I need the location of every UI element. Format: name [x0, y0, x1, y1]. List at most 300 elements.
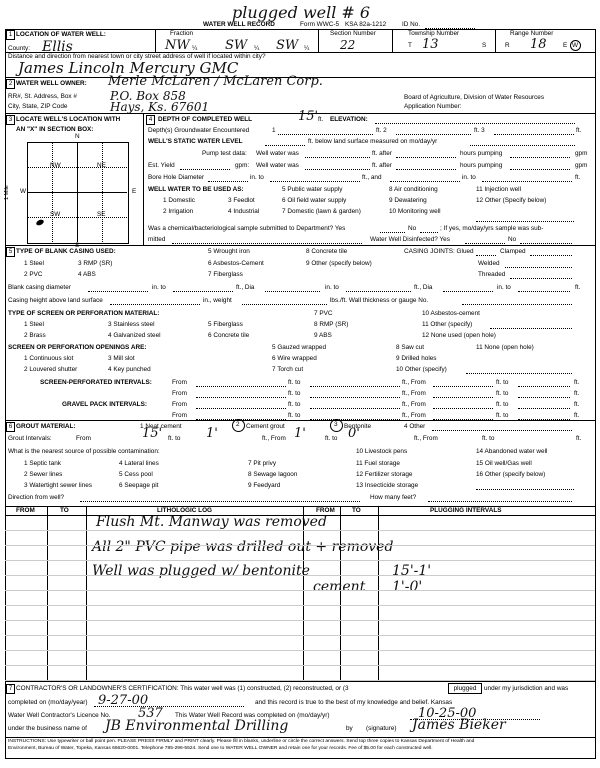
grout-from-label: From	[76, 435, 91, 442]
section-3-number-box: 3	[6, 115, 15, 125]
interval-label: ft., From	[402, 412, 426, 419]
water-use-label: WELL WATER TO BE USED AS:	[148, 186, 244, 193]
gravel-pack-label: GRAVEL PACK INTERVALS:	[62, 401, 147, 408]
source-fertilizer[interactable]: 12 Fertilizer storage	[356, 471, 413, 478]
source-fuel[interactable]: 11 Fuel storage	[356, 460, 400, 467]
mile-label: 1 Mile	[4, 185, 10, 200]
est-well-water-label: Well water was	[256, 162, 299, 169]
source-septic[interactable]: 1 Septic tank	[24, 460, 61, 467]
use-injection[interactable]: 11 Injection well	[476, 186, 521, 193]
use-public[interactable]: 5 Public water supply	[282, 186, 343, 193]
wall-thickness-field[interactable]	[462, 304, 572, 305]
interval-label: ft., From	[402, 379, 426, 386]
gw-1-field[interactable]	[278, 134, 373, 135]
interval-label: ft.	[574, 390, 580, 397]
interval-label: ft. to	[496, 390, 509, 397]
source-other[interactable]: 16 Other (specify below)	[476, 471, 546, 478]
source-sewer[interactable]: 2 Sewer lines	[24, 471, 63, 478]
interval-label: ft. to	[288, 379, 301, 386]
pump-ft-field[interactable]	[305, 157, 370, 158]
log-from-header: FROM	[16, 507, 35, 514]
casing-concrete-tile[interactable]: 8 Concrete tile	[306, 248, 348, 255]
blank-in-to-3: in. to	[497, 284, 511, 291]
casing-asbestos[interactable]: 6 Asbestos-Cement	[208, 260, 264, 267]
interval-label: ft. to	[288, 390, 301, 397]
use-other-field[interactable]	[476, 221, 574, 222]
screen-pvc[interactable]: 7 PVC	[314, 310, 333, 317]
log-from2-header: FROM	[316, 507, 335, 514]
use-oil-field[interactable]: 6 Oil field water supply	[282, 197, 347, 204]
est-ft-field[interactable]	[305, 169, 370, 170]
source-cess-pool[interactable]: 5 Cess pool	[119, 471, 153, 478]
source-oil-gas[interactable]: 15 Oil well/Gas well	[476, 460, 532, 467]
bore-dia2-field[interactable]	[390, 181, 460, 182]
section-3-title: LOCATE WELL'S LOCATION WITH	[16, 116, 121, 123]
disinfected-yes-field[interactable]	[465, 243, 505, 244]
gw-2-label: ft. 2	[376, 127, 387, 134]
range-e: E	[563, 42, 568, 49]
grout-from1-value[interactable]: 15'	[142, 426, 163, 441]
interval-field[interactable]	[518, 386, 570, 387]
log-line-4[interactable]: cement	[313, 579, 366, 595]
chem-no-field[interactable]	[420, 232, 438, 233]
west-label: W	[20, 188, 27, 195]
source-abandoned[interactable]: 14 Abandoned water well	[476, 448, 548, 455]
casing-wrought-iron[interactable]: 5 Wrought iron	[208, 248, 250, 255]
signature-label: (signature)	[366, 725, 397, 732]
casing-joints-threaded[interactable]: Threaded	[478, 271, 506, 278]
casing-height-label: Casing height above land surface	[8, 297, 103, 304]
interval-field[interactable]	[196, 386, 286, 387]
opening-drilled[interactable]: 9 Drilled holes	[396, 355, 437, 362]
source-pit-privy[interactable]: 7 Pit privy	[248, 460, 277, 467]
range-label: Range Number	[510, 30, 554, 37]
blank-dia3-field[interactable]	[443, 291, 493, 292]
log-row-line	[5, 590, 595, 591]
record-completed-date[interactable]: 10-25-00	[418, 706, 477, 721]
section-2-title: WATER WELL OWNER:	[16, 80, 87, 87]
south-label: S	[75, 242, 80, 249]
section-2-number-box: 2	[6, 79, 15, 89]
log-row-line	[5, 665, 595, 666]
threaded-field[interactable]	[510, 278, 572, 279]
bore-in-to-2: in. to	[462, 174, 476, 181]
city-label: City, State, ZIP Code	[8, 103, 68, 110]
casing-weight-label: in., weight	[203, 297, 232, 304]
interval-label: ft. to	[496, 379, 509, 386]
casing-title: TYPE OF BLANK CASING USED:	[16, 248, 116, 255]
log-line-3-interval[interactable]: 15'-1'	[392, 563, 432, 579]
distance-value[interactable]: James Lincoln Mercury GMC	[18, 59, 239, 77]
est-after: ft. after	[372, 162, 392, 169]
grout-ft-from-2: ft., From	[414, 435, 438, 442]
section-1-number-box: 1	[6, 30, 15, 40]
bore-to-field[interactable]	[270, 181, 360, 182]
opening-wire[interactable]: 6 Wire wrapped	[272, 355, 317, 362]
log-line-4-interval[interactable]: 1'-0'	[392, 579, 423, 595]
log-to-header: TO	[60, 507, 69, 514]
source-lagoon[interactable]: 8 Sewage lagoon	[248, 471, 298, 478]
opening-saw-cut[interactable]: 8 Saw cut	[396, 344, 425, 351]
screen-other-field[interactable]	[490, 328, 572, 329]
section-4-number-box: 4	[146, 115, 155, 125]
certification-text: CONTRACTOR'S OR LANDOWNER'S CERTIFICATION: This water well was (1) constructed, (2) reconstructed, or (3	[16, 685, 349, 692]
est-hours-field[interactable]	[396, 169, 456, 170]
quarter-mark-3: ¼	[304, 45, 310, 52]
pump-test-label: Pump test data:	[202, 150, 247, 157]
depth-value[interactable]: 15'	[298, 109, 319, 124]
use-monitoring[interactable]: 10 Monitoring well	[389, 208, 441, 215]
static-date-field[interactable]	[470, 145, 575, 146]
plugged-box[interactable]: plugged	[448, 683, 482, 694]
source-seepage[interactable]: 6 Seepage pit	[119, 482, 159, 489]
wall-thickness-label: lbs./ft. Wall thickness or gauge No.	[330, 297, 429, 304]
grout-ft-to-3: ft. to	[482, 435, 495, 442]
instructions-line-2: Environment, Bureau of Water, Topeka, Kansas 66620-0001. Telephone 785-296-5524. Send one to WATER WELL OWNER and retain one for your records. Fee of $5.00 for each constructed well.	[8, 746, 433, 751]
depth-label: DEPTH OF COMPLETED WELL	[158, 116, 253, 123]
pump-hours: hours pumping	[460, 150, 503, 157]
log-row-line	[5, 620, 595, 621]
screen-galvanized[interactable]: 4 Galvanized steel	[108, 332, 161, 339]
log-row-line	[5, 530, 595, 531]
grout-ft-to: ft. to	[168, 435, 181, 442]
owner-value[interactable]: Merle McLaren / McLaren Corp.	[108, 74, 323, 89]
gw-3-label: ft. 3	[474, 127, 485, 134]
certification-text-c: and this record is true to the best of my knowledge and belief. Kansas	[255, 699, 453, 706]
screen-asbestos[interactable]: 10 Asbestos-cement	[422, 310, 480, 317]
id-no-field[interactable]	[425, 28, 475, 29]
business-name-label: under the business name of	[8, 725, 87, 732]
north-label: N	[75, 133, 80, 140]
fraction-label: Fraction	[170, 30, 194, 37]
log-line-2[interactable]: All 2" PVC pipe was drilled out + removed	[92, 539, 394, 555]
rr-label: RR#, St. Address, Box #	[8, 93, 77, 100]
use-feedlot[interactable]: 3 Feedlot	[228, 197, 255, 204]
source-feedyard[interactable]: 9 Feedyard	[248, 482, 281, 489]
clamped-field[interactable]	[530, 255, 572, 256]
range-w: W	[572, 42, 579, 49]
openings-title: SCREEN OR PERFORATION OPENINGS ARE:	[8, 344, 147, 351]
static-level-field[interactable]	[265, 145, 305, 146]
grout-cement[interactable]: Cement grout	[246, 423, 285, 430]
log-line-3[interactable]: Well was plugged w/ bentonite	[92, 563, 310, 579]
blank-ft-dia-2: ft., Dia	[414, 284, 433, 291]
use-air-conditioning[interactable]: 8 Air conditioning	[389, 186, 438, 193]
interval-field[interactable]	[196, 397, 286, 398]
screen-rmp[interactable]: 8 RMP (SR)	[314, 321, 349, 328]
log-row-line	[5, 545, 595, 546]
interval-label: From	[172, 412, 187, 419]
city-value[interactable]: Hays, Ks. 67601	[110, 100, 210, 114]
form-title: WATER WELL RECORD	[203, 21, 275, 28]
interval-label: ft., From	[402, 401, 426, 408]
use-dewatering[interactable]: 9 Dewatering	[389, 197, 427, 204]
township-s: S	[482, 42, 487, 49]
section-6-number-box: 6	[6, 422, 15, 432]
use-lawn-garden[interactable]: 7 Domestic (lawn & garden)	[282, 208, 361, 215]
grout-title: GROUT MATERIAL:	[16, 423, 76, 430]
welded-field[interactable]	[505, 267, 572, 268]
interval-field[interactable]	[518, 397, 570, 398]
est-yield-label: Est. Yield	[148, 162, 175, 169]
casing-abs[interactable]: 4 ABS	[78, 271, 96, 278]
disinfected-question: Water Well Disinfected? Yes	[370, 236, 450, 243]
opening-mill-slot[interactable]: 3 Mill slot	[108, 355, 135, 362]
elevation-field[interactable]	[375, 123, 575, 124]
use-domestic[interactable]: 1 Domestic	[163, 197, 195, 204]
lithologic-log-header: LITHOLOGIC LOG	[157, 507, 213, 514]
source-livestock[interactable]: 10 Livestock pens	[356, 448, 408, 455]
how-many-feet-label: How many feet?	[370, 494, 417, 501]
gw-ft: ft.	[576, 127, 582, 134]
instructions-line-1: INSTRUCTIONS: Use typewriter or ball point pen. PLEASE PRESS FIRMLY and PRINT clearly. Please fill in blanks, underline or circle the correct answers. Send top three copies to Kansas Department of Health and	[8, 739, 475, 744]
bore-dia-field[interactable]	[208, 181, 248, 182]
log-line-1[interactable]: Flush Mt. Manway was removed	[96, 514, 327, 530]
disinfected-no[interactable]: No	[508, 236, 517, 243]
casing-steel[interactable]: 1 Steel	[24, 260, 44, 267]
township-t: T	[408, 42, 412, 49]
log-row-line	[5, 560, 595, 561]
id-no-label: ID No.	[402, 21, 421, 28]
signature-value[interactable]: James Bieker	[412, 717, 506, 733]
nw-quadrant-label: NW	[50, 162, 61, 169]
casing-fiberglass[interactable]: 7 Fiberglass	[208, 271, 243, 278]
quarter-mark-1: ¼	[192, 45, 198, 52]
blank-to3-field[interactable]	[518, 291, 570, 292]
screen-abs[interactable]: 9 ABS	[314, 332, 332, 339]
form-number: Form WWC-5	[300, 21, 340, 28]
application-label: Application Number:	[404, 103, 462, 110]
interval-label: From	[172, 379, 187, 386]
interval-field[interactable]	[433, 397, 493, 398]
bore-ft: ft.	[575, 174, 581, 181]
static-level-rest: ft. below land surface measured on mo/day/yr	[308, 138, 438, 145]
section-5-number-box: 5	[6, 247, 15, 257]
section-location-box[interactable]	[27, 142, 129, 244]
interval-label: ft.	[574, 401, 580, 408]
blank-ft: ft.	[575, 284, 581, 291]
interval-label: ft.	[574, 412, 580, 419]
fraction-2[interactable]: SW	[225, 38, 248, 53]
casing-joints-glued[interactable]: CASING JOINTS: Glued	[404, 248, 474, 255]
east-label: E	[132, 188, 137, 195]
blank-to2-field[interactable]	[346, 291, 411, 292]
gw-3-field[interactable]	[494, 134, 574, 135]
groundwater-label: Depth(s) Groundwater Encountered	[148, 127, 250, 134]
section-3-subtitle: AN "X" IN SECTION BOX:	[16, 126, 94, 133]
est-yield-field[interactable]	[180, 169, 230, 170]
interval-field[interactable]	[433, 386, 493, 387]
license-label: Water Well Contractor's Licence No.	[8, 712, 111, 719]
screen-material-title: TYPE OF SCREEN OR PERFORATION MATERIAL:	[8, 310, 160, 317]
interval-label: ft., From	[402, 390, 426, 397]
blank-dia2-field[interactable]	[265, 291, 320, 292]
grout-neat-cement[interactable]: 1 Neat cement	[140, 423, 182, 430]
grout-other[interactable]: 4 Other	[404, 423, 426, 430]
how-many-feet-field[interactable]	[428, 501, 572, 502]
log-to2-header: TO	[352, 507, 361, 514]
opening-key-punched[interactable]: 4 Key punched	[108, 366, 151, 373]
completed-date-line	[94, 706, 244, 707]
opening-torch[interactable]: 7 Torch cut	[272, 366, 304, 373]
county-label: County:	[8, 45, 31, 52]
interval-field[interactable]	[310, 408, 400, 409]
blank-to-field[interactable]	[173, 291, 233, 292]
source-lateral[interactable]: 4 Lateral lines	[119, 460, 159, 467]
chem-yes-field[interactable]	[380, 232, 405, 233]
chem-no[interactable]: No	[408, 225, 417, 232]
quarter-mark-2: ¼	[254, 45, 260, 52]
range-value[interactable]: 18	[530, 37, 547, 52]
use-industrial[interactable]: 4 Industrial	[228, 208, 260, 215]
casing-rmp[interactable]: 3 RMP (SR)	[78, 260, 113, 267]
grout-ft-end: ft.	[576, 435, 582, 442]
est-yield-gpm: gpm:	[235, 162, 250, 169]
est-gpm: gpm	[575, 162, 588, 169]
interval-label: ft. to	[288, 412, 301, 419]
bore-to2-field[interactable]	[482, 181, 572, 182]
grout-ft-to-2: ft. to	[325, 435, 338, 442]
disinfected-no-field[interactable]	[520, 243, 572, 244]
casing-height-field[interactable]	[110, 304, 200, 305]
ne-quadrant-label: NE	[97, 162, 106, 169]
blank-in-to: in. to	[152, 284, 166, 291]
pump-gpm-field[interactable]	[510, 157, 570, 158]
grout-intervals-label: Grout Intervals:	[8, 435, 52, 442]
section-7-number-box: 7	[6, 684, 15, 694]
township-label: Township Number	[408, 30, 460, 37]
grout-ft-from: ft., From	[262, 435, 286, 442]
interval-label: ft. to	[496, 401, 509, 408]
source-insecticide[interactable]: 13 Insecticide storage	[356, 482, 419, 489]
casing-joints-clamped[interactable]: Clamped	[500, 248, 526, 255]
casing-weight-field[interactable]	[242, 304, 327, 305]
log-row-line	[5, 575, 595, 576]
depth-ft: ft.	[318, 116, 324, 123]
gw-1-label: 1	[272, 127, 276, 134]
pump-gpm: gpm	[575, 150, 588, 157]
contamination-question: What is the nearest source of possible contamination:	[8, 448, 160, 455]
blank-dia-field[interactable]	[88, 291, 148, 292]
source-watertight[interactable]: 3 Watertight sewer lines	[24, 482, 92, 489]
county-value[interactable]: Ellis	[42, 39, 73, 55]
opening-louvered[interactable]: 2 Louvered shutter	[24, 366, 78, 373]
opening-other[interactable]: 10 Other (specify)	[396, 366, 447, 373]
by-label: by	[346, 725, 353, 732]
grout-3: 3	[334, 421, 338, 428]
screen-steel[interactable]: 1 Steel	[24, 321, 44, 328]
casing-pvc[interactable]: 2 PVC	[24, 271, 43, 278]
business-name-value[interactable]: JB Environmental Drilling	[105, 718, 289, 734]
fraction-3[interactable]: SW	[276, 38, 299, 53]
screen-perforated-label: SCREEN-PERFORATED INTERVALS:	[40, 379, 152, 386]
log-row-line	[5, 650, 595, 651]
board-label: Board of Agriculture, Division of Water Resources	[404, 94, 545, 101]
record-completed-label: This Water Well Record was completed on (mo/day/yr)	[175, 712, 330, 719]
pump-hours-field[interactable]	[396, 157, 456, 158]
grout-from2-value[interactable]: 1'	[294, 426, 306, 441]
est-gpm-field[interactable]	[510, 169, 570, 170]
log-row-line	[5, 635, 595, 636]
chem-date-field[interactable]	[172, 243, 362, 244]
grout-other-field[interactable]	[432, 430, 572, 431]
handwritten-title: plugged well # 6	[232, 3, 371, 22]
pump-well-water-label: Well water was	[256, 150, 299, 157]
screen-other[interactable]: 11 Other (specify)	[422, 321, 473, 328]
ksa-number: KSA 82a-1212	[345, 21, 387, 28]
license-value[interactable]: 537	[138, 706, 163, 721]
range-r: R	[505, 42, 510, 49]
interval-field[interactable]	[196, 408, 286, 409]
pump-after: ft. after	[372, 150, 392, 157]
direction-label: Direction from well?	[8, 494, 65, 501]
grout-2: 2	[236, 421, 240, 428]
section-number-label: Section Number	[330, 30, 376, 37]
blank-in-to-2: in. to	[325, 284, 339, 291]
casing-joints-welded[interactable]: Welded	[478, 260, 500, 267]
use-irrigation[interactable]: 2 Irrigation	[163, 208, 194, 215]
completed-on-label: completed on (mo/day/year)	[8, 699, 88, 706]
interval-label: From	[172, 401, 187, 408]
gw-2-field[interactable]	[396, 134, 471, 135]
rr-value[interactable]: P.O. Box 858	[110, 89, 186, 103]
grout-bentonite[interactable]: Bentonite	[344, 423, 372, 430]
static-level-label: WELL'S STATIC WATER LEVEL	[148, 138, 243, 145]
completed-date[interactable]: 9-27-00	[98, 693, 149, 708]
opening-gauzed[interactable]: 5 Gauzed wrapped	[272, 344, 327, 351]
opening-none[interactable]: 11 None (open hole)	[476, 344, 534, 351]
direction-field[interactable]	[80, 501, 360, 502]
blank-diameter-label: Blank casing diameter	[8, 284, 71, 291]
chem-if-yes: ; If yes, mo/day/yrs sample was sub-	[440, 225, 544, 232]
source-other-field[interactable]	[476, 489, 574, 490]
interval-label: ft. to	[496, 412, 509, 419]
certification-text-b: under my jurisdiction and was	[484, 685, 569, 692]
screen-fiberglass[interactable]: 5 Fiberglass	[208, 321, 243, 328]
interval-label: From	[172, 390, 187, 397]
bore-hole-label: Bore Hole Diameter	[148, 174, 205, 181]
opening-other-field[interactable]	[466, 373, 572, 374]
blank-ft-dia: ft., Dia	[236, 284, 255, 291]
screen-none[interactable]: 12 None used (open hole)	[422, 332, 496, 339]
interval-field[interactable]	[433, 408, 493, 409]
interval-label: ft.	[574, 379, 580, 386]
township-value[interactable]: 13	[422, 37, 439, 52]
use-other[interactable]: 12 Other (Specify below)	[476, 197, 547, 204]
interval-label: ft. to	[288, 401, 301, 408]
chem-mitted: mitted	[148, 236, 166, 243]
bore-in-to: in. to	[250, 174, 264, 181]
plugging-intervals-header: PLUGGING INTERVALS	[430, 507, 502, 514]
grout-to2-value[interactable]: 0'	[348, 426, 360, 441]
fraction-1[interactable]: NW	[165, 38, 190, 53]
interval-field[interactable]	[310, 386, 400, 387]
section-number-value[interactable]: 22	[340, 38, 356, 52]
screen-brass[interactable]: 2 Brass	[24, 332, 46, 339]
screen-stainless[interactable]: 3 Stainless steel	[108, 321, 155, 328]
screen-concrete[interactable]: 6 Concrete tile	[208, 332, 250, 339]
sw-quadrant-label: SW	[50, 211, 61, 218]
section-1-title: LOCATION OF WATER WELL:	[16, 31, 106, 38]
opening-continuous[interactable]: 1 Continuous slot	[24, 355, 74, 362]
grout-to1-value[interactable]: 1'	[206, 426, 218, 441]
interval-field[interactable]	[310, 397, 400, 398]
interval-field[interactable]	[518, 408, 570, 409]
chem-sample-question: Was a chemical/bacteriological sample submitted to Department? Yes	[148, 225, 346, 232]
est-hours: hours pumping	[460, 162, 503, 169]
glued-field[interactable]	[476, 255, 496, 256]
casing-other[interactable]: 9 Other (specify below)	[306, 260, 372, 267]
